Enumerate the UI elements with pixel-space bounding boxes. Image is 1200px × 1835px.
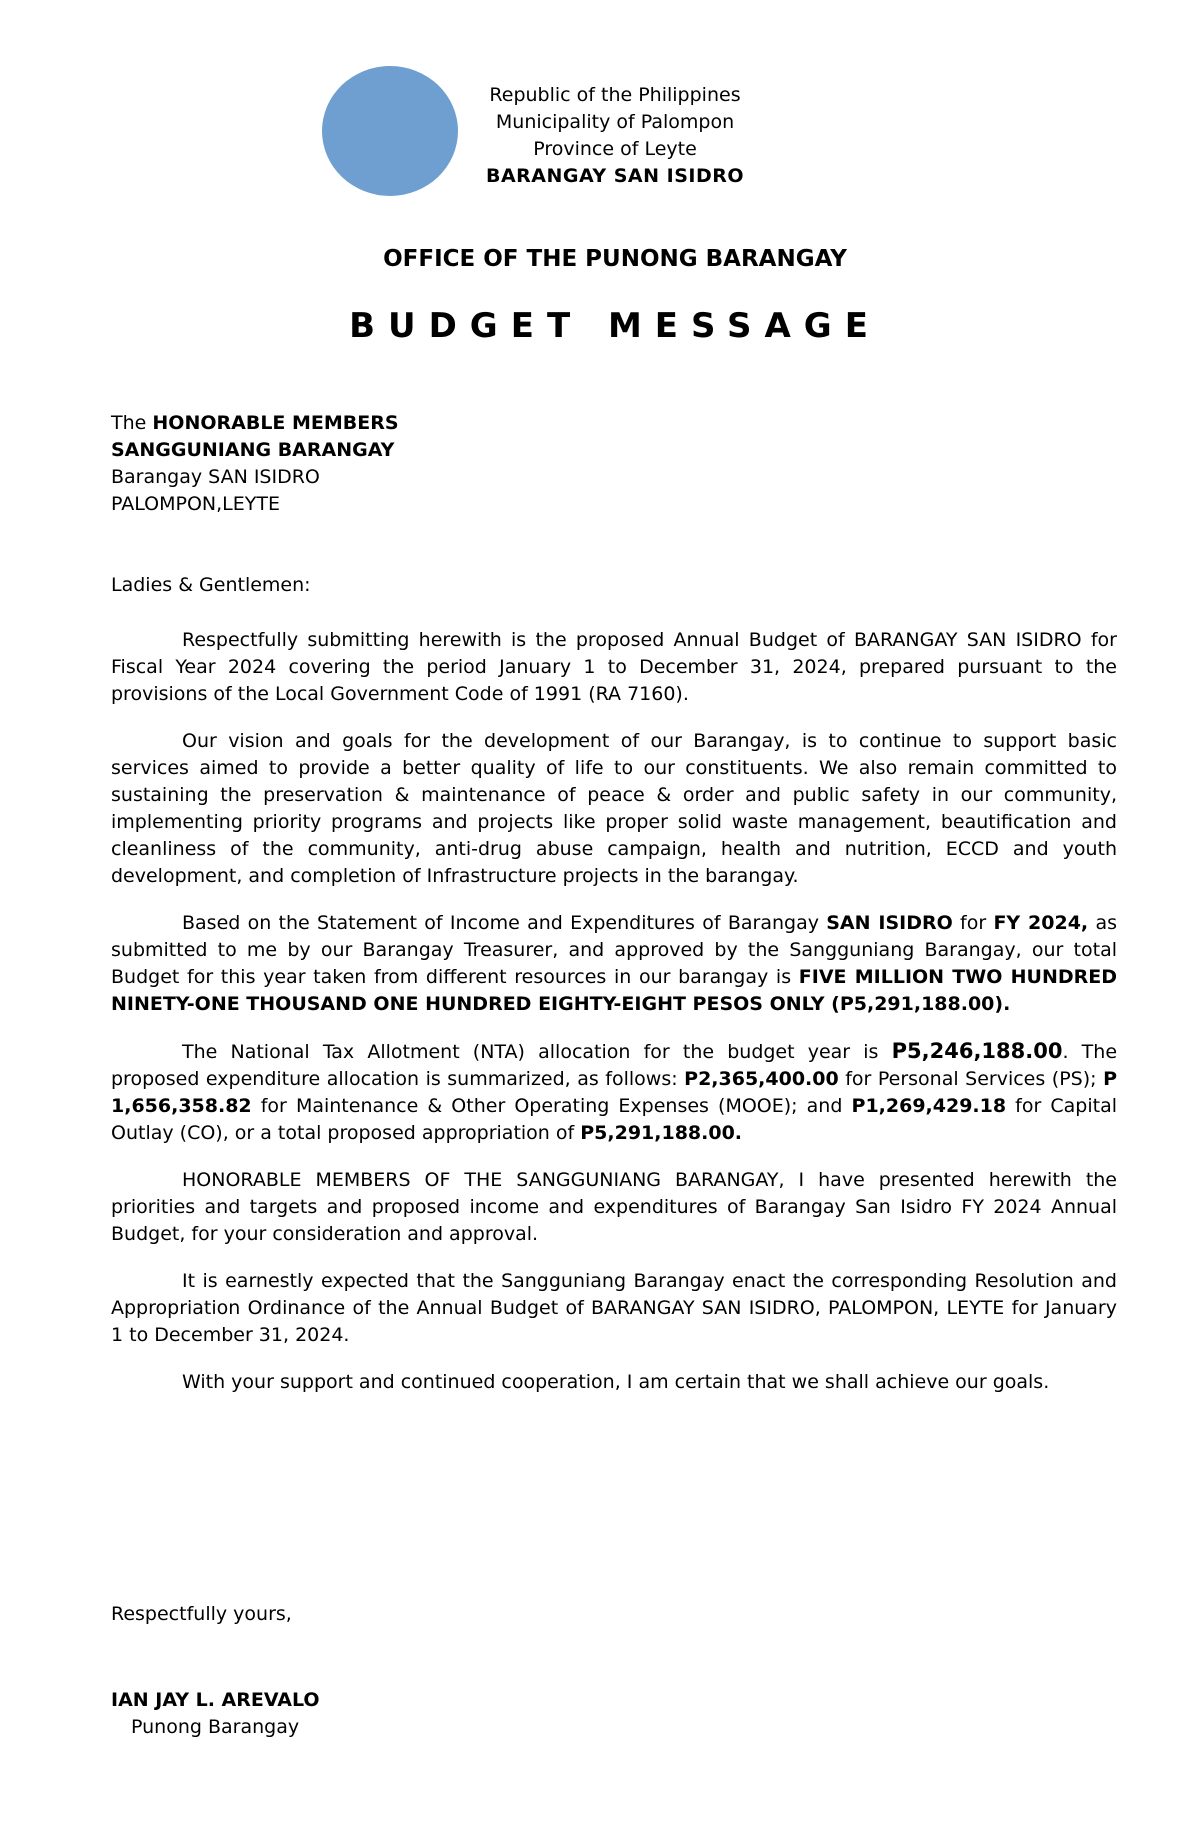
- paragraph-presentation: HONORABLE MEMBERS OF THE SANGGUNIANG BARANGAY, I have presented herewith the priorities and targets and proposed income and expenditures of Barangay San Isidro FY 2024 Annual Budget, for your consideration and approval.: [111, 1169, 1117, 1245]
- paragraph-submission: Respectfully submitting herewith is the proposed Annual Budget of BARANGAY SAN ISIDRO for Fiscal Year 2024 covering the period January 1 to December 31, 2024, prepared pursuant to the provisions of the Local Government Code of 1991 (RA 7160).: [111, 629, 1117, 705]
- letterhead-barangay: BARANGAY SAN ISIDRO: [485, 165, 745, 187]
- letterhead-municipality: Municipality of Palompon: [495, 111, 735, 133]
- addressee-line-1: [111, 410, 399, 437]
- letterhead: [440, 82, 790, 190]
- addressee-barangay: Barangay SAN ISIDRO: [111, 466, 320, 488]
- letterhead-republic: Republic of the Philippines: [489, 84, 741, 106]
- signature-block: [111, 1687, 320, 1741]
- letter-body: [111, 627, 1117, 1416]
- signer-name: IAN JAY L. AREVALO: [111, 1689, 320, 1711]
- paragraph-expectation: It is earnestly expected that the Sangguniang Barangay enact the corresponding Resolution and Appropriation Ordinance of the Annual Budget of BARANGAY SAN ISIDRO, PALOMPON, LEYTE for January 1 to December 31, 2024.: [111, 1270, 1117, 1346]
- addressee-sanggunian: SANGGUNIANG BARANGAY: [111, 439, 395, 461]
- signer-position: Punong Barangay: [131, 1716, 300, 1738]
- paragraph-allocation: The National Tax Allotment (NTA) allocation for the budget year is P5,246,188.00. The proposed expenditure allocation is summarized, as follows: P2,365,400.00 for Personal Services (PS); P 1,656,358.82 for Maintenance & Other Operating Expenses (MOOE); and P1,269,429.18 for Capital Outlay (CO), or a total proposed appropriation of P5,291,188.00.: [111, 1039, 1118, 1144]
- document-title: BUDGET MESSAGE: [349, 306, 881, 346]
- addressee-block: [111, 410, 399, 518]
- paragraph-support: With your support and continued cooperation, I am certain that we shall achieve our goals.: [182, 1371, 1050, 1393]
- barangay-seal-icon: [322, 66, 458, 196]
- salutation: Ladies & Gentlemen:: [111, 574, 311, 596]
- addressee-the: The: [111, 412, 153, 434]
- office-heading: OFFICE OF THE PUNONG BARANGAY: [383, 246, 847, 272]
- letterhead-province: Province of Leyte: [533, 138, 697, 160]
- addressee-municipality: PALOMPON,LEYTE: [111, 493, 280, 515]
- paragraph-vision: Our vision and goals for the development of our Barangay, is to continue to support basic services aimed to provide a better quality of life to our constituents. We also remain committed to sustaining the preservation & maintenance of peace & order and public safety in our community, implementing priority programs and projects like proper solid waste management, beautification and cleanliness of the community, anti-drug abuse campaign, health and nutrition, ECCD and youth development, and completion of Infrastructure projects in the barangay.: [111, 730, 1117, 887]
- closing: Respectfully yours,: [111, 1603, 292, 1625]
- paragraph-total-budget: Based on the Statement of Income and Expenditures of Barangay SAN ISIDRO for FY 2024, as submitted to me by our Barangay Treasurer, and approved by the Sangguniang Barangay, our total Budget for this year taken from different resources in our barangay is FIVE MILLION TWO HUNDRED NINETY-ONE THOUSAND ONE HUNDRED EIGHTY-EIGHT PESOS ONLY (P5,291,188.00).: [111, 912, 1118, 1015]
- addressee-honorable: HONORABLE MEMBERS: [152, 412, 399, 434]
